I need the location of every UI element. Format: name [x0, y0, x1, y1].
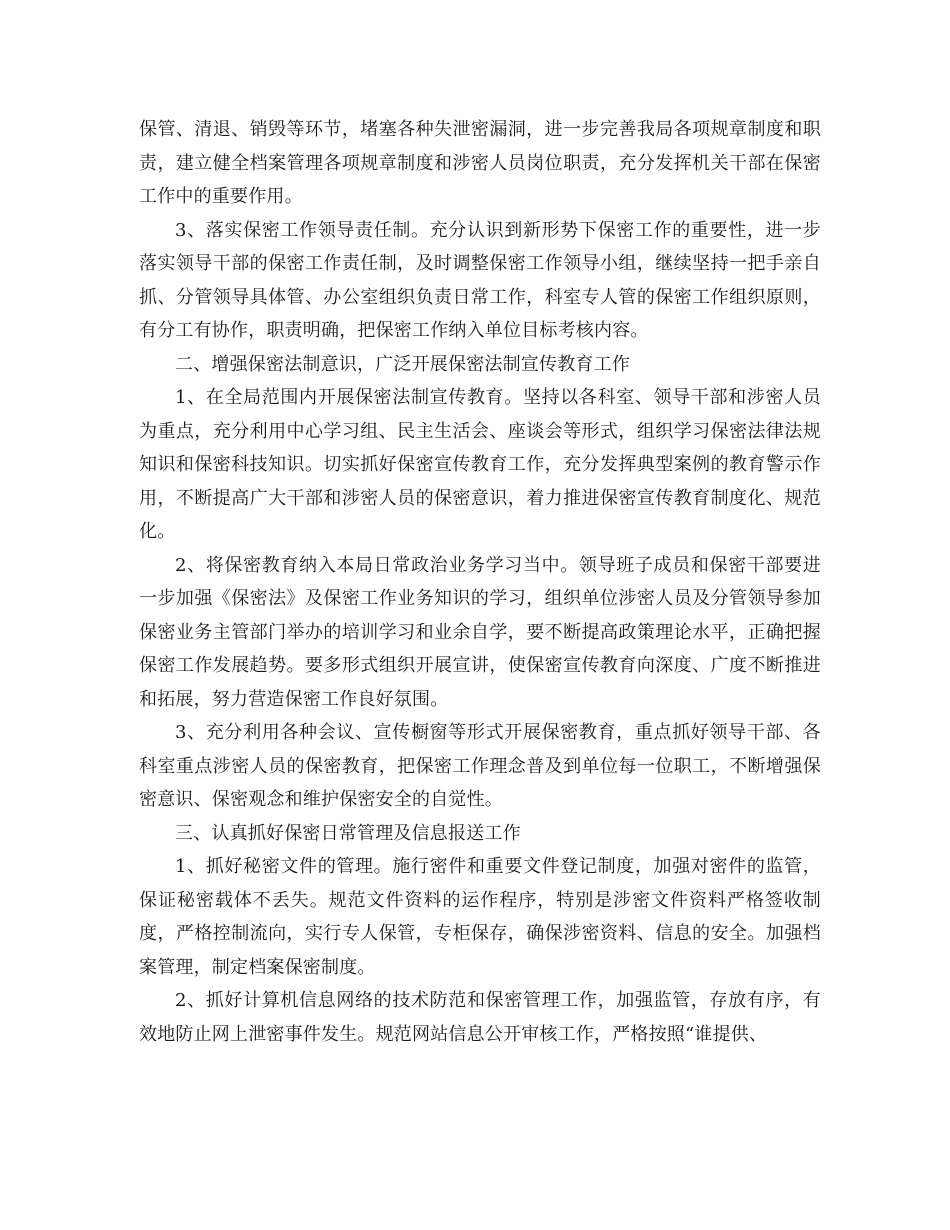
- paragraph-continuation: 保管、清退、销毁等环节，堵塞各种失泄密漏洞，进一步完善我局各项规章制度和职责，建立健全档案管理各项规章制度和涉密人员岗位职责，充分发挥机关干部在保密工作中的重要作用。: [139, 119, 821, 207]
- paragraph-2-1-legal-education: 1、在全局范围内开展保密法制宣传教育。坚持以各科室、领导干部和涉密人员为重点，充分利用中心学习组、民主生活会、座谈会等形式，组织学习保密法律法规知识和保密科技知识。切实抓好保密宣传教育工作，充分发挥典型案例的教育警示作用，不断提高广大干部和涉密人员的保密意识，着力推进保密宣传教育制度化、规范化。: [139, 387, 821, 542]
- paragraph-3-2-network-security: 2、抓好计算机信息网络的技术防范和保密管理工作，加强监管，存放有序，有效地防止网上泄密事件发生。规范网站信息公开审核工作，严格按照“谁提供、: [139, 990, 821, 1045]
- paragraph-3-1-secret-files: 1、抓好秘密文件的管理。施行密件和重要文件登记制度，加强对密件的监管，保证秘密载体不丢失。规范文件资料的运作程序，特别是涉密文件资料严格签收制度，严格控制流向，实行专人保管，专柜保存，确保涉密资料、信息的安全。加强档案管理，制定档案保密制度。: [139, 856, 821, 978]
- paragraph-1-3-leadership-responsibility: 3、落实保密工作领导责任制。充分认识到新形势下保密工作的重要性，进一步落实领导干部的保密工作责任制，及时调整保密工作领导小组，继续坚持一把手亲自抓、分管领导具体管、办公室组织负责日常工作，科室专人管的保密工作组织原则，有分工有协作，职责明确，把保密工作纳入单位目标考核内容。: [139, 219, 821, 341]
- section-heading-3: 三、认真抓好保密日常管理及信息报送工作: [175, 822, 521, 844]
- section-heading-2: 二、增强保密法制意识，广泛开展保密法制宣传教育工作: [175, 353, 630, 375]
- paragraph-2-2-daily-study: 2、将保密教育纳入本局日常政治业务学习当中。领导班子成员和保密干部要进一步加强《保密法》及保密工作业务知识的学习，组织单位涉密人员及分管领导参加保密业务主管部门举办的培训学习和业余自学，要不断提高政策理论水平，正确把握保密工作发展趋势。要多形式组织开展宣讲，使保密宣传教育向深度、广度不断推进和拓展，努力营造保密工作良好氛围。: [139, 554, 821, 710]
- document-body: [139, 113, 821, 1051]
- paragraph-2-3-meetings-education: 3、充分利用各种会议、宣传橱窗等形式开展保密教育，重点抓好领导干部、各科室重点涉密人员的保密教育，把保密工作理念普及到单位每一位职工，不断增强保密意识、保密观念和维护保密安全的自觉性。: [139, 722, 821, 810]
